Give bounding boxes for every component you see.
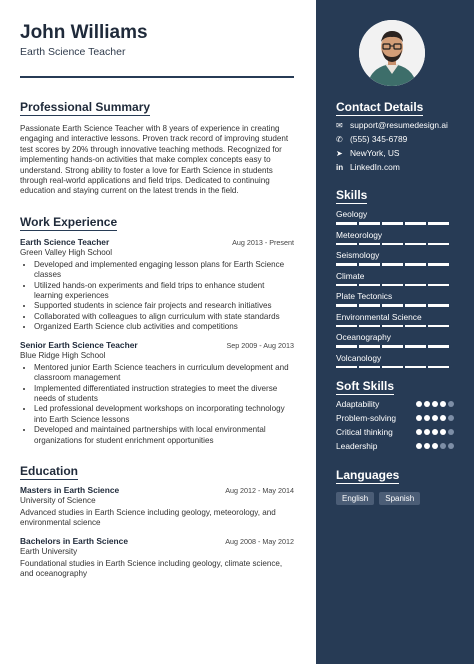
- rating-dot-icon: [432, 401, 438, 407]
- linkedin-icon: in: [336, 162, 344, 172]
- soft-skill-label: Problem-solving: [336, 413, 397, 423]
- skill-level-segment: [428, 222, 449, 225]
- rating-dot-icon: [416, 415, 422, 421]
- degree-date: Aug 2008 - May 2012: [225, 536, 294, 546]
- degree-title: Masters in Earth Science: [20, 484, 120, 495]
- rating-dot-icon: [440, 443, 446, 449]
- list-item: • Implemented differentiated instruction strategies to meet the diverse needs of students: [34, 384, 294, 405]
- skill-level-segment: [359, 284, 380, 287]
- skill-level-segment: [382, 345, 403, 348]
- skill-level-segment: [405, 284, 426, 287]
- soft-skill-item: [336, 427, 454, 437]
- degree-title: Bachelors in Earth Science: [20, 535, 128, 546]
- skill-level-segment: [428, 263, 449, 266]
- list-item: • Utilized hands-on experiments and field trips to enhance student learning experiences: [34, 281, 294, 302]
- list-item: • Led professional development workshops on incorporating technology into Earth Science lessons: [34, 404, 294, 425]
- skill-level-segment: [382, 304, 403, 307]
- soft-skill-label: Adaptability: [336, 399, 380, 409]
- languages-list: [336, 492, 454, 505]
- skill-level-segment: [405, 366, 426, 369]
- skill-level-segment: [405, 345, 426, 348]
- candidate-name: John Williams: [20, 22, 148, 43]
- job-company: Green Valley High School: [20, 247, 113, 257]
- contact-phone[interactable]: [336, 134, 454, 144]
- rating-dot-icon: [416, 443, 422, 449]
- rating-dot-icon: [440, 429, 446, 435]
- skill-level-segment: [382, 222, 403, 225]
- skill-level-segment: [336, 345, 357, 348]
- skill-label: Seismology: [336, 250, 380, 260]
- skill-level-segment: [336, 222, 357, 225]
- rating-dot-icon: [432, 443, 438, 449]
- skill-level-segment: [336, 243, 357, 246]
- languages-section: [336, 466, 454, 505]
- rating-dot-icon: [424, 429, 430, 435]
- soft-skill-rating: [416, 415, 454, 421]
- skill-level-segment: [428, 304, 449, 307]
- skill-item: [336, 332, 454, 348]
- skills-list: [336, 209, 454, 368]
- soft-skills-list: [336, 399, 454, 451]
- skill-item: [336, 312, 454, 328]
- mail-icon: ✉: [336, 120, 343, 130]
- job-entry: [20, 340, 294, 446]
- skill-level-segment: [382, 243, 403, 246]
- skill-label: Plate Tectonics: [336, 291, 393, 301]
- experience-title: Work Experience: [20, 214, 118, 229]
- skill-item: [336, 353, 454, 369]
- list-item: • Supported students in science fair projects and research initiatives: [34, 301, 294, 311]
- candidate-role: Earth Science Teacher: [20, 46, 126, 58]
- list-item: • Organized Earth Science club activities and competitions: [34, 322, 294, 332]
- rating-dot-icon: [448, 443, 454, 449]
- job-bullets: [20, 260, 294, 333]
- language-badge: English: [336, 492, 374, 505]
- education-entry: [20, 536, 294, 580]
- languages-title: Languages: [336, 468, 400, 482]
- education-title: Education: [20, 463, 79, 478]
- skills-section: [336, 186, 454, 368]
- skill-label: Geology: [336, 209, 368, 219]
- job-date: Sep 2009 - Aug 2013: [226, 340, 294, 350]
- summary-title: Professional Summary: [20, 100, 151, 114]
- summary-text: Passionate Earth Science Teacher with 8 years of experience in creating engaging and interactive lessons. Proven track record of improving student test scores by 20% through innovative teaching methods. Recognized for implementing hands-on activities that make complex concepts easy to understand. Strong ability to foster a love for Earth Science in students through real-world applications and field trips. Dedicated to continuing education and staying current on the latest trends in the field.: [20, 124, 289, 196]
- rating-dot-icon: [432, 429, 438, 435]
- skill-level-bar: [336, 222, 454, 225]
- skill-label: Climate: [336, 270, 365, 281]
- skills-title: Skills: [336, 188, 368, 202]
- skill-item: [336, 209, 454, 225]
- school-name: University of Science: [20, 495, 96, 505]
- skill-level-bar: [336, 325, 454, 328]
- skill-level-segment: [382, 366, 403, 369]
- rating-dot-icon: [424, 443, 430, 449]
- list-item: • Developed and maintained partnerships with local environmental organizations for student enrichment opportunities: [34, 425, 294, 446]
- contact-linkedin[interactable]: [336, 162, 454, 172]
- skill-level-bar: [336, 243, 454, 246]
- skill-level-segment: [428, 325, 449, 328]
- contact-phone-text: (555) 345-6789: [350, 134, 408, 144]
- sidebar: [316, 0, 474, 664]
- skill-item: [336, 271, 454, 287]
- contact-email[interactable]: [336, 120, 454, 130]
- skill-level-segment: [336, 263, 357, 266]
- skill-label: Oceanography: [336, 332, 391, 342]
- skill-level-segment: [359, 345, 380, 348]
- soft-skill-label: Leadership: [336, 441, 378, 451]
- job-title: Senior Earth Science Teacher: [20, 339, 138, 350]
- experience-section: [20, 213, 294, 446]
- soft-skill-rating: [416, 429, 454, 435]
- rating-dot-icon: [440, 415, 446, 421]
- skill-level-segment: [359, 243, 380, 246]
- rating-dot-icon: [424, 401, 430, 407]
- header-divider: [20, 76, 294, 78]
- soft-skills-title: Soft Skills: [336, 379, 395, 393]
- soft-skill-rating: [416, 401, 454, 407]
- skill-level-bar: [336, 284, 454, 287]
- skill-label: Volcanology: [336, 352, 382, 363]
- rating-dot-icon: [416, 429, 422, 435]
- rating-dot-icon: [424, 415, 430, 421]
- skill-level-segment: [336, 304, 357, 307]
- skill-level-segment: [428, 345, 449, 348]
- location-icon: ➤: [336, 148, 343, 158]
- skill-level-segment: [405, 304, 426, 307]
- skill-level-segment: [336, 284, 357, 287]
- education-entry: [20, 485, 294, 529]
- skill-level-segment: [405, 222, 426, 225]
- contact-location-text: NewYork, US: [350, 148, 400, 158]
- skill-level-bar: [336, 304, 454, 307]
- skill-item: [336, 230, 454, 246]
- skill-level-segment: [336, 366, 357, 369]
- soft-skills-section: [336, 377, 454, 451]
- contact-title: Contact Details: [336, 100, 424, 114]
- contact-linkedin-text: LinkedIn.com: [350, 162, 400, 172]
- skill-level-segment: [382, 284, 403, 287]
- skill-item: [336, 250, 454, 266]
- skill-level-segment: [405, 263, 426, 266]
- skill-item: [336, 291, 454, 307]
- soft-skill-label: Critical thinking: [336, 427, 393, 437]
- job-title: Earth Science Teacher: [20, 236, 110, 247]
- degree-description: Foundational studies in Earth Science including geology, climate science, and oceanography: [20, 558, 283, 579]
- soft-skill-rating: [416, 443, 454, 449]
- skill-level-segment: [359, 366, 380, 369]
- degree-date: Aug 2012 - May 2014: [225, 485, 294, 495]
- skill-level-segment: [405, 325, 426, 328]
- rating-dot-icon: [416, 401, 422, 407]
- skill-level-segment: [428, 243, 449, 246]
- language-badge: Spanish: [379, 492, 420, 505]
- skill-level-segment: [359, 325, 380, 328]
- list-item: • Developed and implemented engaging lesson plans for Earth Science classes: [34, 260, 294, 281]
- list-item: • Mentored junior Earth Science teachers in curriculum development and classroom management: [34, 363, 294, 384]
- rating-dot-icon: [448, 415, 454, 421]
- profile-photo-icon: [359, 20, 425, 86]
- summary-section: [20, 98, 294, 197]
- skill-level-segment: [382, 263, 403, 266]
- skill-level-segment: [382, 325, 403, 328]
- skill-level-segment: [405, 243, 426, 246]
- school-name: Earth University: [20, 546, 78, 556]
- education-section: [20, 462, 294, 580]
- skill-level-segment: [428, 284, 449, 287]
- job-bullets: [20, 363, 294, 446]
- avatar: [359, 20, 425, 86]
- skill-label: Environmental Science: [336, 311, 422, 322]
- degree-description: Advanced studies in Earth Science including geology, meteorology, and environmental science: [20, 507, 276, 528]
- skill-level-bar: [336, 263, 454, 266]
- skill-level-segment: [359, 222, 380, 225]
- job-entry: [20, 237, 294, 333]
- skill-level-segment: [336, 325, 357, 328]
- rating-dot-icon: [448, 429, 454, 435]
- soft-skill-item: [336, 399, 454, 409]
- skill-level-segment: [359, 304, 380, 307]
- skill-level-bar: [336, 345, 454, 348]
- contact-section: [336, 98, 454, 172]
- skill-level-segment: [428, 366, 449, 369]
- skill-label: Meteorology: [336, 229, 383, 240]
- skill-level-bar: [336, 366, 454, 369]
- rating-dot-icon: [440, 401, 446, 407]
- soft-skill-item: [336, 413, 454, 423]
- contact-location: [336, 148, 454, 158]
- phone-icon: ✆: [336, 134, 343, 144]
- contact-email-text: support@resumedesign.ai: [350, 120, 448, 130]
- soft-skill-item: [336, 441, 454, 451]
- job-company: Blue Ridge High School: [20, 350, 106, 360]
- rating-dot-icon: [448, 401, 454, 407]
- skill-level-segment: [359, 263, 380, 266]
- rating-dot-icon: [432, 415, 438, 421]
- job-date: Aug 2013 - Present: [232, 237, 294, 247]
- list-item: • Collaborated with colleagues to align curriculum with state standards: [34, 312, 294, 322]
